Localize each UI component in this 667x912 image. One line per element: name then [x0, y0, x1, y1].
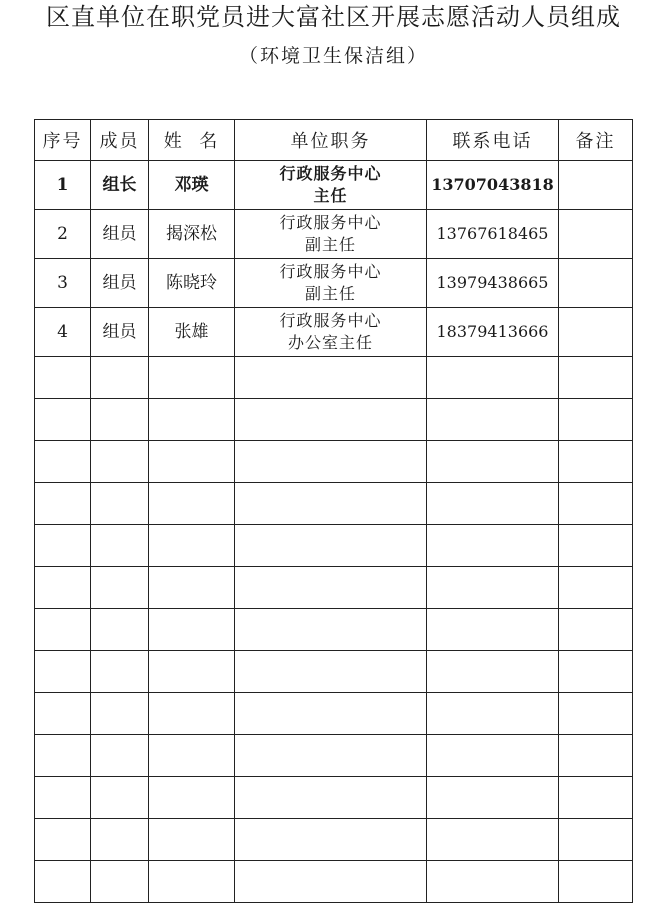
blank-role-cell [91, 357, 149, 399]
blank-name-cell [149, 861, 235, 903]
empty-table-row [35, 609, 633, 651]
blank-note-cell [559, 777, 633, 819]
document-title: 区直单位在职党员进大富社区开展志愿活动人员组成 [46, 3, 621, 31]
row-role: 组长 [91, 161, 149, 210]
empty-table-row [35, 483, 633, 525]
empty-table-row [35, 357, 633, 399]
blank-name-cell [149, 693, 235, 735]
blank-phone-cell [427, 861, 559, 903]
row-phone: 13767618465 [427, 210, 559, 259]
table-row [35, 210, 633, 259]
header-position: 单位职务 [235, 120, 427, 161]
row-position-unit: 行政服务中心 [279, 213, 382, 232]
empty-table-row [35, 693, 633, 735]
document-subtitle: （环境卫生保洁组） [238, 45, 428, 67]
blank-position-cell [235, 777, 427, 819]
empty-table-row [35, 525, 633, 567]
blank-note-cell [559, 819, 633, 861]
blank-index-cell [35, 399, 91, 441]
blank-name-cell [149, 651, 235, 693]
header-name: 姓 名 [149, 120, 235, 161]
blank-phone-cell [427, 483, 559, 525]
row-role: 组员 [91, 259, 149, 308]
header-index: 序号 [35, 120, 91, 161]
row-phone: 13979438665 [427, 259, 559, 308]
blank-position-cell [235, 357, 427, 399]
blank-role-cell [91, 567, 149, 609]
row-index: 3 [35, 259, 91, 308]
row-position-title: 主任 [313, 186, 348, 205]
header-phone: 联系电话 [427, 120, 559, 161]
blank-name-cell [149, 567, 235, 609]
blank-phone-cell [427, 441, 559, 483]
blank-name-cell [149, 525, 235, 567]
row-position-unit: 行政服务中心 [279, 311, 382, 330]
blank-position-cell [235, 651, 427, 693]
row-position-unit: 行政服务中心 [279, 164, 382, 183]
blank-role-cell [91, 441, 149, 483]
blank-note-cell [559, 735, 633, 777]
blank-index-cell [35, 525, 91, 567]
blank-note-cell [559, 483, 633, 525]
row-position [235, 308, 427, 357]
row-position-title: 办公室主任 [287, 333, 373, 352]
table-row [35, 161, 633, 210]
blank-role-cell [91, 861, 149, 903]
blank-phone-cell [427, 525, 559, 567]
blank-phone-cell [427, 567, 559, 609]
blank-index-cell [35, 483, 91, 525]
blank-phone-cell [427, 819, 559, 861]
row-name: 陈晓玲 [149, 259, 235, 308]
blank-index-cell [35, 651, 91, 693]
row-note [559, 308, 633, 357]
blank-index-cell [35, 357, 91, 399]
empty-table-row [35, 777, 633, 819]
blank-note-cell [559, 399, 633, 441]
blank-note-cell [559, 567, 633, 609]
blank-index-cell [35, 861, 91, 903]
blank-index-cell [35, 693, 91, 735]
blank-note-cell [559, 693, 633, 735]
blank-phone-cell [427, 735, 559, 777]
blank-position-cell [235, 483, 427, 525]
header-role: 成员 [91, 120, 149, 161]
blank-name-cell [149, 819, 235, 861]
row-phone: 13707043818 [427, 161, 559, 210]
blank-name-cell [149, 483, 235, 525]
row-position [235, 161, 427, 210]
row-index: 2 [35, 210, 91, 259]
row-position [235, 259, 427, 308]
blank-index-cell [35, 777, 91, 819]
blank-note-cell [559, 861, 633, 903]
blank-name-cell [149, 357, 235, 399]
roster-table [34, 119, 633, 903]
blank-note-cell [559, 609, 633, 651]
row-position [235, 210, 427, 259]
blank-position-cell [235, 735, 427, 777]
row-role: 组员 [91, 210, 149, 259]
blank-position-cell [235, 399, 427, 441]
blank-position-cell [235, 567, 427, 609]
blank-note-cell [559, 441, 633, 483]
row-name: 邓瑛 [149, 161, 235, 210]
blank-index-cell [35, 609, 91, 651]
row-note [559, 259, 633, 308]
row-position-title: 副主任 [304, 235, 356, 254]
blank-phone-cell [427, 651, 559, 693]
blank-position-cell [235, 525, 427, 567]
blank-name-cell [149, 777, 235, 819]
table-header-row [35, 120, 633, 161]
row-index: 1 [35, 161, 91, 210]
empty-table-row [35, 567, 633, 609]
blank-role-cell [91, 651, 149, 693]
blank-note-cell [559, 525, 633, 567]
row-position-unit: 行政服务中心 [279, 262, 382, 281]
blank-name-cell [149, 441, 235, 483]
blank-name-cell [149, 399, 235, 441]
empty-table-row [35, 399, 633, 441]
row-name: 张雄 [149, 308, 235, 357]
blank-role-cell [91, 399, 149, 441]
table-row [35, 259, 633, 308]
empty-table-row [35, 819, 633, 861]
blank-note-cell [559, 651, 633, 693]
blank-role-cell [91, 777, 149, 819]
blank-position-cell [235, 609, 427, 651]
empty-table-row [35, 441, 633, 483]
blank-phone-cell [427, 357, 559, 399]
header-note: 备注 [559, 120, 633, 161]
blank-role-cell [91, 819, 149, 861]
blank-role-cell [91, 609, 149, 651]
blank-phone-cell [427, 609, 559, 651]
roster-body [35, 161, 633, 903]
blank-phone-cell [427, 399, 559, 441]
blank-position-cell [235, 441, 427, 483]
blank-role-cell [91, 735, 149, 777]
blank-phone-cell [427, 777, 559, 819]
row-position-title: 副主任 [304, 284, 356, 303]
empty-table-row [35, 735, 633, 777]
blank-index-cell [35, 819, 91, 861]
blank-phone-cell [427, 693, 559, 735]
blank-position-cell [235, 861, 427, 903]
blank-position-cell [235, 693, 427, 735]
row-role: 组员 [91, 308, 149, 357]
blank-name-cell [149, 735, 235, 777]
row-note [559, 161, 633, 210]
blank-index-cell [35, 735, 91, 777]
blank-index-cell [35, 441, 91, 483]
row-note [559, 210, 633, 259]
blank-role-cell [91, 483, 149, 525]
table-row [35, 308, 633, 357]
blank-role-cell [91, 525, 149, 567]
empty-table-row [35, 651, 633, 693]
row-name: 揭深松 [149, 210, 235, 259]
blank-position-cell [235, 819, 427, 861]
blank-index-cell [35, 567, 91, 609]
blank-name-cell [149, 609, 235, 651]
blank-role-cell [91, 693, 149, 735]
blank-note-cell [559, 357, 633, 399]
row-index: 4 [35, 308, 91, 357]
row-phone: 18379413666 [427, 308, 559, 357]
empty-table-row [35, 861, 633, 903]
